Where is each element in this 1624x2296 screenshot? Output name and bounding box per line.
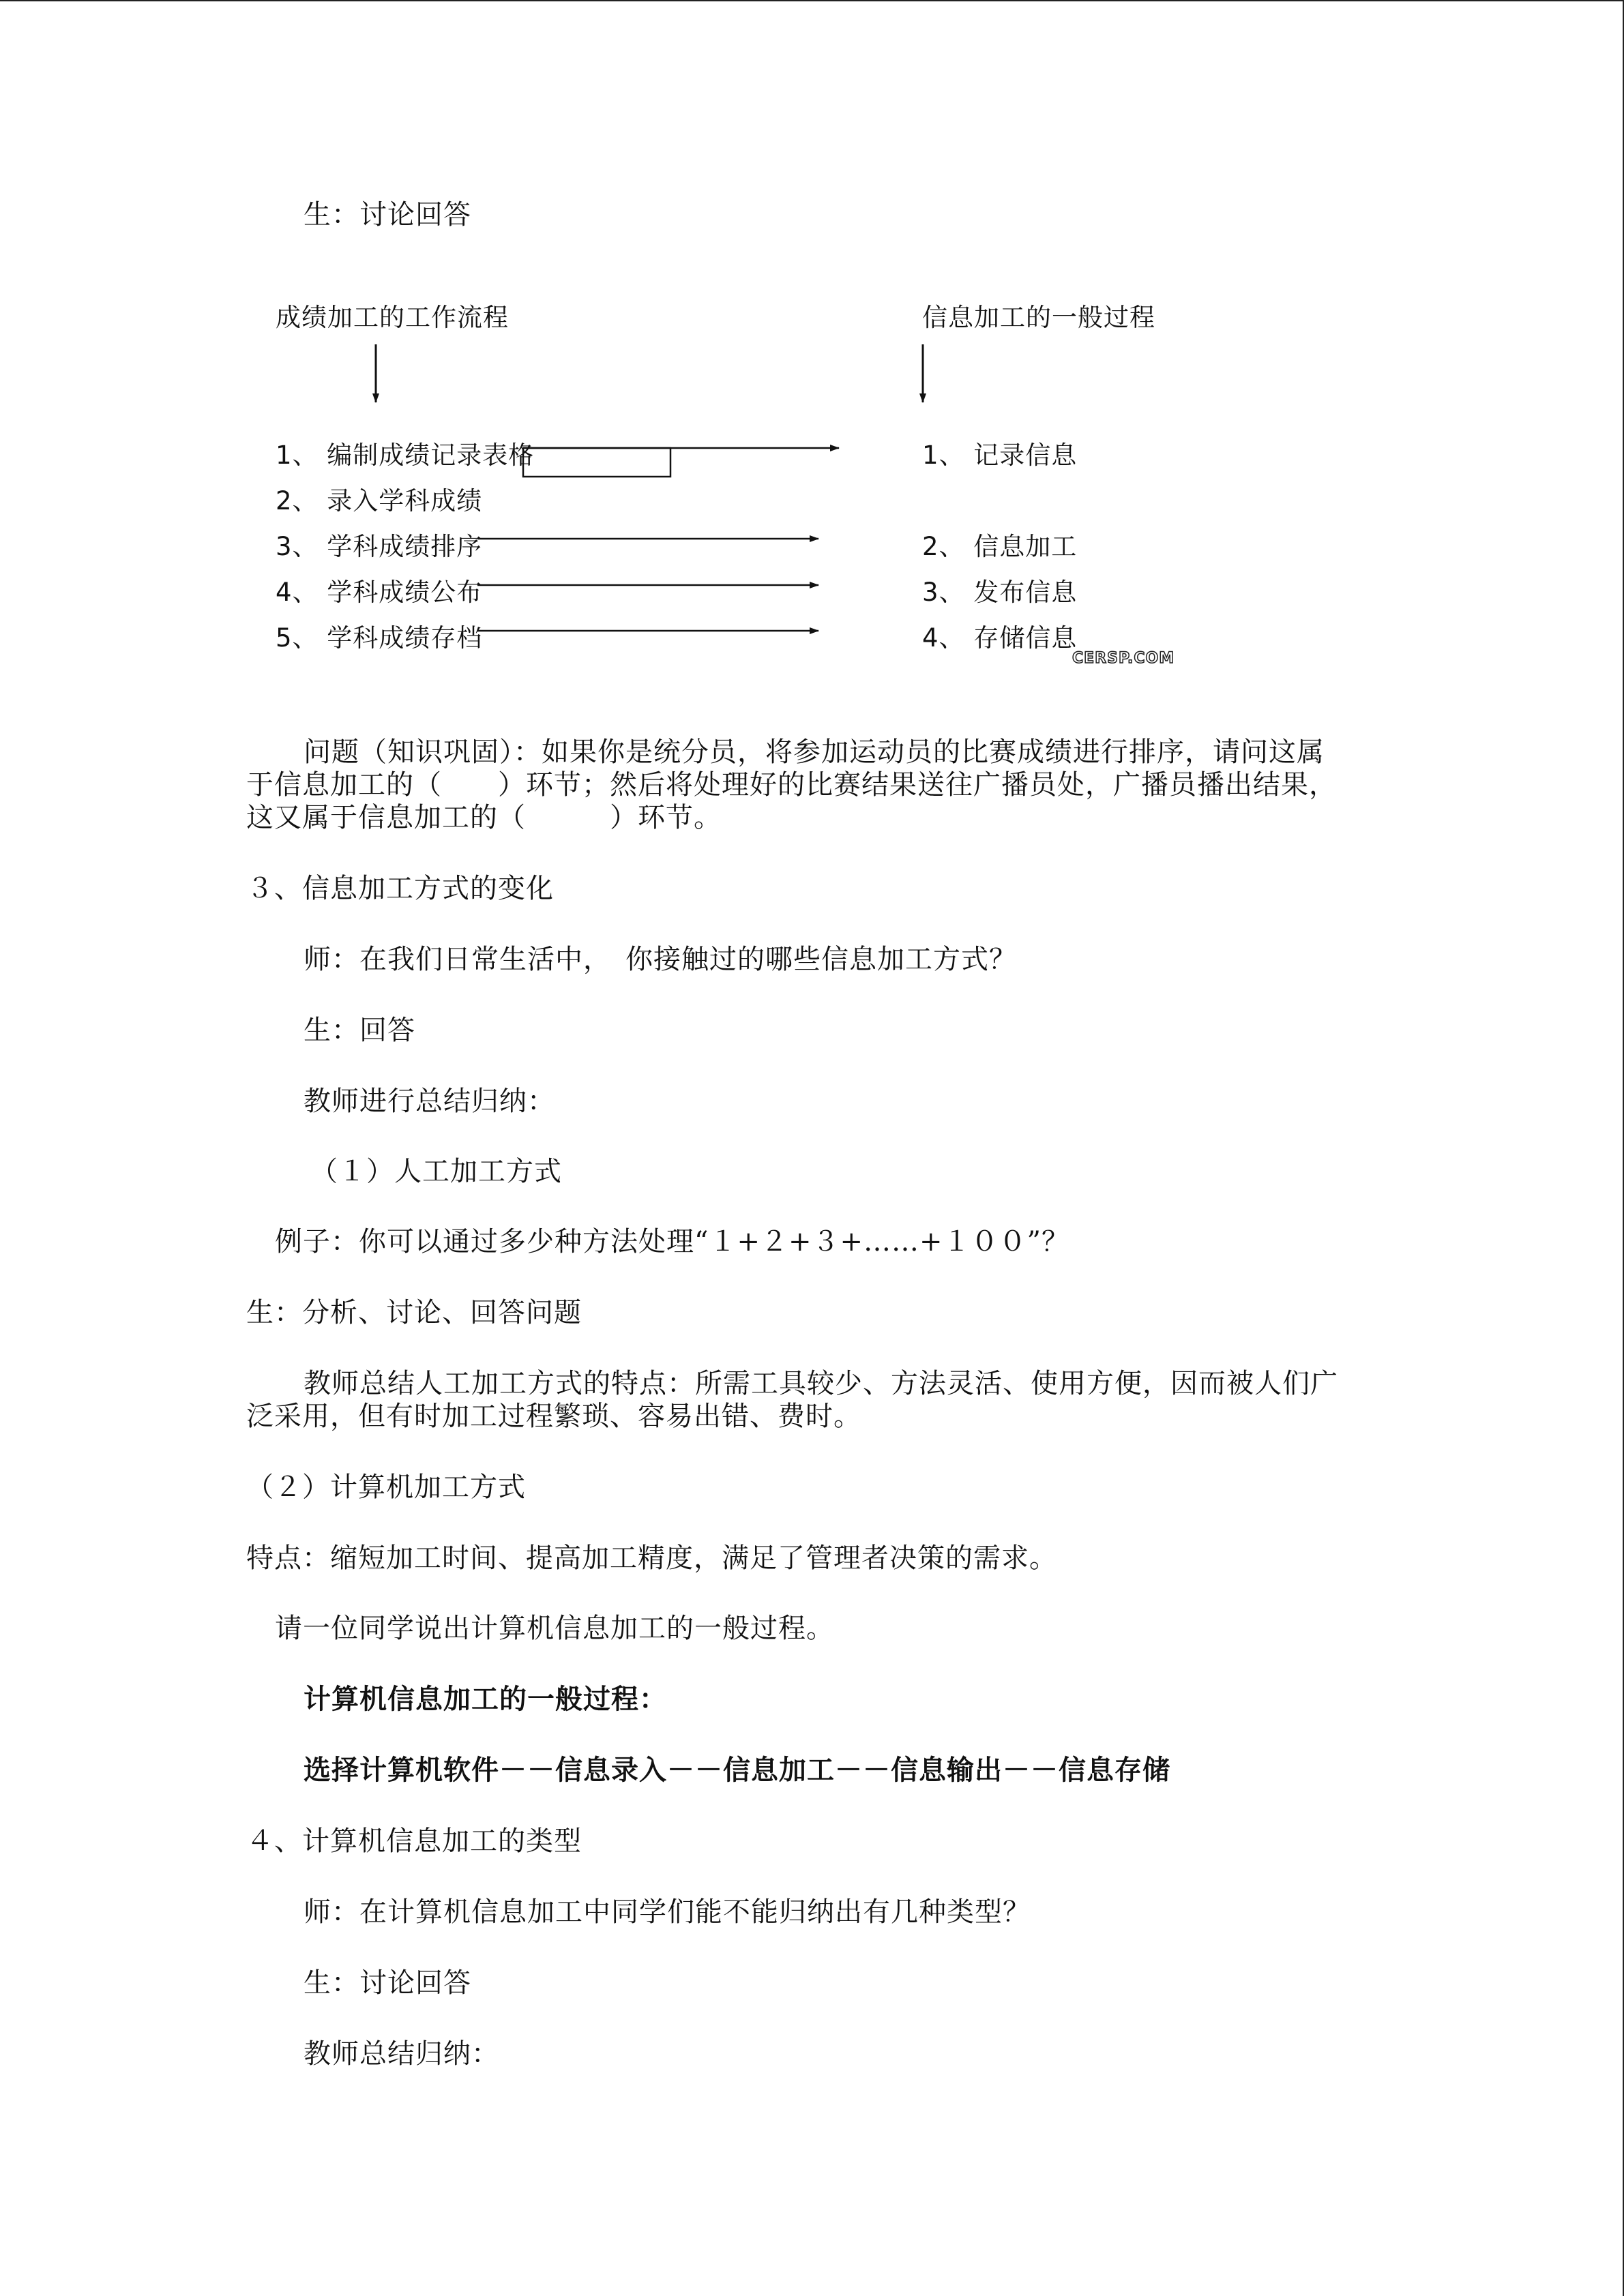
right-step-4: 4、 存储信息 <box>922 623 1078 653</box>
left-step-3: 3、 学科成绩排序 <box>276 532 483 561</box>
manual-summary-line-1: 教师总结人工加工方式的特点：所需工具较少、方法灵活、使用方便，因而被人们广 <box>304 1368 1338 1399</box>
steps-bracket-box <box>523 448 670 477</box>
student-analyze: 生：分析、讨论、回答问题 <box>246 1297 582 1328</box>
left-step-2: 2、 录入学科成绩 <box>276 486 483 516</box>
student-discuss-text-2: 生：讨论回答 <box>304 1967 471 1999</box>
process-steps: 选择计算机软件－－信息录入－－信息加工－－信息输出－－信息存储 <box>304 1754 1170 1786</box>
manual-summary-line-2: 泛采用，但有时加工过程繁琐、容易出错、费时。 <box>246 1401 861 1432</box>
computer-heading: （２）计算机加工方式 <box>246 1472 526 1503</box>
question-line-2: 于信息加工的（ ）环节；然后将处理好的比赛结果送往广播员处，广播员播出结果， <box>246 769 1337 801</box>
question-line-1: 问题（知识巩固）：如果你是统分员，将参加运动员的比赛成绩进行排序，请问这属 <box>304 736 1325 768</box>
left-step-4: 4、 学科成绩公布 <box>276 578 483 607</box>
diagram-arrows <box>0 0 1624 750</box>
student-answer: 生：回答 <box>304 1015 415 1046</box>
teacher-summary: 教师进行总结归纳： <box>304 1086 555 1117</box>
computer-features: 特点：缩短加工时间、提高加工精度，满足了管理者决策的需求。 <box>246 1542 1057 1574</box>
process-title: 计算机信息加工的一般过程： <box>304 1683 667 1715</box>
section-4-heading: ４、计算机信息加工的类型 <box>246 1825 582 1857</box>
left-step-1: 1、 编制成绩记录表格 <box>276 441 535 470</box>
right-step-3: 3、 发布信息 <box>922 578 1078 607</box>
question-line-3: 这又属于信息加工的（ ）环节。 <box>246 802 722 833</box>
right-step-1: 1、 记录信息 <box>922 441 1078 470</box>
manual-heading: （１）人工加工方式 <box>310 1156 562 1187</box>
teacher-question-1: 师：在我们日常生活中， 你接触过的哪些信息加工方式？ <box>304 944 1017 975</box>
right-diagram-title: 信息加工的一般过程 <box>922 303 1155 332</box>
teacher-final-summary: 教师总结归纳： <box>304 2038 499 2070</box>
teacher-question-2: 师：在计算机信息加工中同学们能不能归纳出有几种类型？ <box>304 1896 1031 1928</box>
ask-student: 请一位同学说出计算机信息加工的一般过程。 <box>275 1613 834 1644</box>
left-diagram-title: 成绩加工的工作流程 <box>276 303 509 332</box>
example-text: 例子：你可以通过多少种方法处理“１+２+３+……+１００”？ <box>275 1226 1069 1257</box>
left-step-5: 5、 学科成绩存档 <box>276 623 483 653</box>
student-discuss-text: 生：讨论回答 <box>304 199 471 230</box>
watermark-logo: CERSP.COM <box>1072 650 1175 667</box>
section-3-heading: ３、信息加工方式的变化 <box>246 873 554 904</box>
right-step-2: 2、 信息加工 <box>922 532 1078 561</box>
